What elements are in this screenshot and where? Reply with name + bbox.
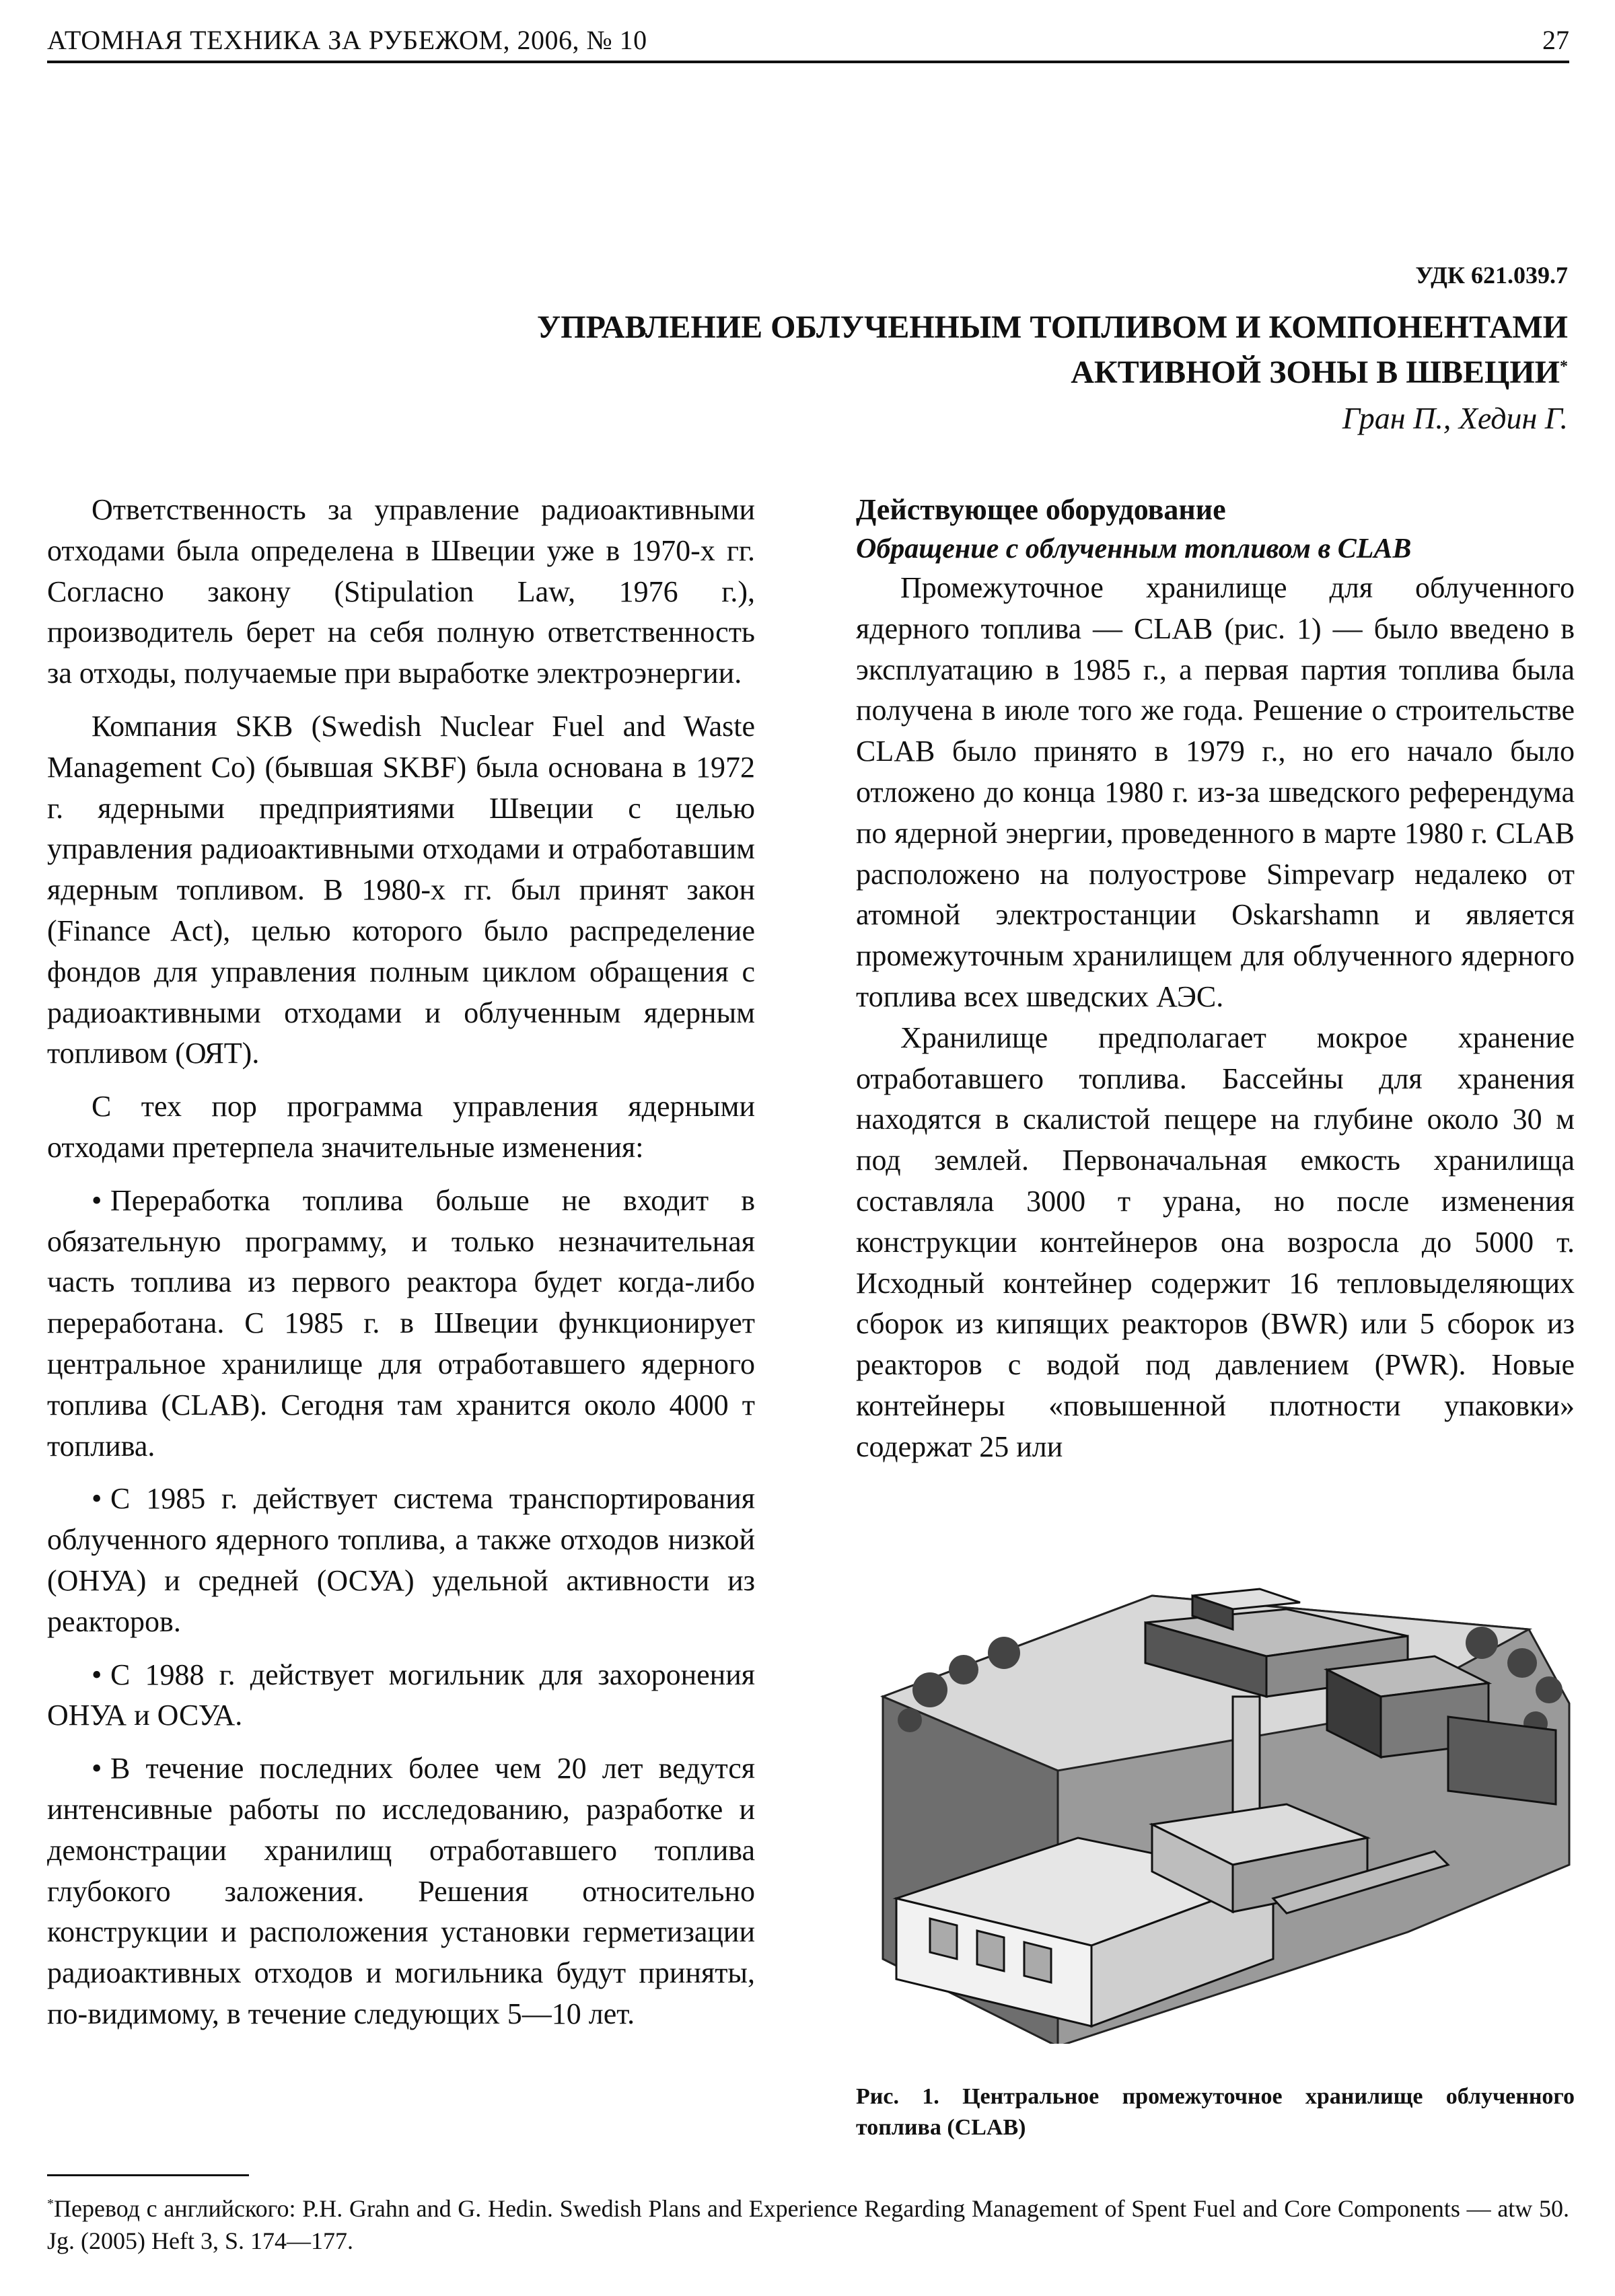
figure-caption: Рис. 1. Центральное промежуточное хранилище облученного топлива (CLAB) bbox=[856, 2084, 1575, 2140]
paragraph: Хранилище предполагает мокрое хранение отработавшего топлива. Бассейны для хранения находятся в скалистой пещере на глубине около 30 м под землей. Первоначальная емкость хранилища составляла 3000 т урана, но после изменения конструкции контейнеров она возросла до 5000 т. Исходный контейнер содержит 16 тепловыделяющих сборок из кипящих реакторов (BWR) или 5 сборок из реакторов с водой под давлением (PWR). Новые контейнеры «повышенной плотности упаковки» содержат 25 или bbox=[856, 1021, 1575, 1463]
footnote-rule bbox=[47, 2174, 249, 2176]
footnote-text: Перевод с английского: P.H. Grahn and G. Hedin. Swedish Plans and Experience Regarding Management of Spent Fuel and Core Components — atw 50. Jg. (2005) Heft 3, S. 174—177. bbox=[47, 2195, 1569, 2254]
section-heading: Действующее оборудование bbox=[856, 493, 1226, 526]
left-column bbox=[47, 490, 755, 2035]
header-rule bbox=[47, 61, 1569, 63]
page-number: 27 bbox=[1542, 25, 1569, 55]
bullet-text: С 1985 г. действует система транспортирования облученного ядерного топлива, а также отходов низкой (ОНУА) и средней (ОСУА) удельной активности из реакторов. bbox=[47, 1482, 755, 1638]
bullet-text: В течение последних более чем 20 лет ведутся интенсивные работы по исследованию, разработке и демонстрации хранилищ отработавшего топлива глубокого заложения. Решения относительно конструкции и расположения установки герметизации радиоактивных отходов и могильника будут приняты, по-видимому, в течение следующих 5—10 лет. bbox=[47, 1752, 755, 2030]
footnote-mark: * bbox=[47, 2196, 54, 2211]
footnote bbox=[47, 2188, 1569, 2257]
clab-facility-illustration bbox=[856, 1582, 1575, 2044]
bullet-item bbox=[47, 1748, 755, 2035]
udk-code: УДК 621.039.7 bbox=[1415, 262, 1568, 289]
bullet-icon: • bbox=[92, 1183, 102, 1217]
title-footnote-mark: * bbox=[1560, 358, 1568, 375]
article-title bbox=[357, 308, 1568, 392]
bullet-text: Переработка топлива больше не входит в обязательную программу, и только незначительная часть топлива из первого реактора будет когда-либо переработана. С 1985 г. в Швеции функционирует центральное хранилище для отработавшего ядерного топлива (CLAB). Сегодня там хранится около 4000 т топлива. bbox=[47, 1183, 755, 1462]
paragraph: С тех пор программа управления ядерными отходами претерпела значительные изменения: bbox=[47, 1090, 755, 1164]
bullet-icon: • bbox=[92, 1752, 102, 1785]
running-header bbox=[47, 20, 1569, 61]
article-title-line2: АКТИВНОЙ ЗОНЫ В ШВЕЦИИ bbox=[1071, 355, 1560, 390]
article-authors: Гран П., Хедин Г. bbox=[1342, 401, 1568, 435]
paragraph: Промежуточное хранилище для облученного ядерного топлива — CLAB (рис. 1) — было введено в эксплуатацию в 1985 г., а первая партия топлива была получена в июле того же года. Решение о строительстве CLAB было принято в 1979 г., но его начало было отложено до конца 1980 г. из-за шведского референдума по ядерной энергии, проведенного в марте 1980 г. CLAB расположено на полуострове Simpevarp недалеко от атомной электростанции Oskarshamn и является промежуточным хранилищем для облученного ядерного топлива всех шведских АЭС. bbox=[856, 571, 1575, 1013]
subsection-heading: Обращение с облученным топливом в CLAB bbox=[856, 533, 1412, 564]
bullet-text: С 1988 г. действует могильник для захоронения ОНУА и ОСУА. bbox=[47, 1658, 755, 1732]
bullet-icon: • bbox=[92, 1658, 102, 1691]
bullet-item bbox=[47, 1479, 755, 1642]
journal-title: АТОМНАЯ ТЕХНИКА ЗА РУБЕЖОМ, 2006, № 10 bbox=[47, 25, 647, 55]
paragraph: Компания SKB (Swedish Nuclear Fuel and Waste Management Co) (бывшая SKBF) была основана в 1972 г. ядерными предприятиями Швеции с целью управления радиоактивными отходами и отработавшим ядерным топливом. В 1980-х гг. был принят закон (Finance Act), целью которого было распределение фондов для управления полным циклом обращения с радиоактивными отходами и облученным ядерным топливом (ОЯТ). bbox=[47, 709, 755, 1070]
right-column bbox=[856, 490, 1575, 1468]
bullet-icon: • bbox=[92, 1482, 102, 1516]
article-title-line1: УПРАВЛЕНИЕ ОБЛУЧЕННЫМ ТОПЛИВОМ И КОМПОНЕНТАМИ bbox=[537, 309, 1568, 345]
bullet-item bbox=[47, 1181, 755, 1467]
paragraph: Ответственность за управление радиоактивными отходами была определена в Швеции уже в 1970-х гг. Согласно закону (Stipulation Law, 1976 г.), производитель берет на себя полную ответственность за отходы, получаемые при выработке электроэнергии. bbox=[47, 493, 755, 690]
bullet-item bbox=[47, 1655, 755, 1737]
